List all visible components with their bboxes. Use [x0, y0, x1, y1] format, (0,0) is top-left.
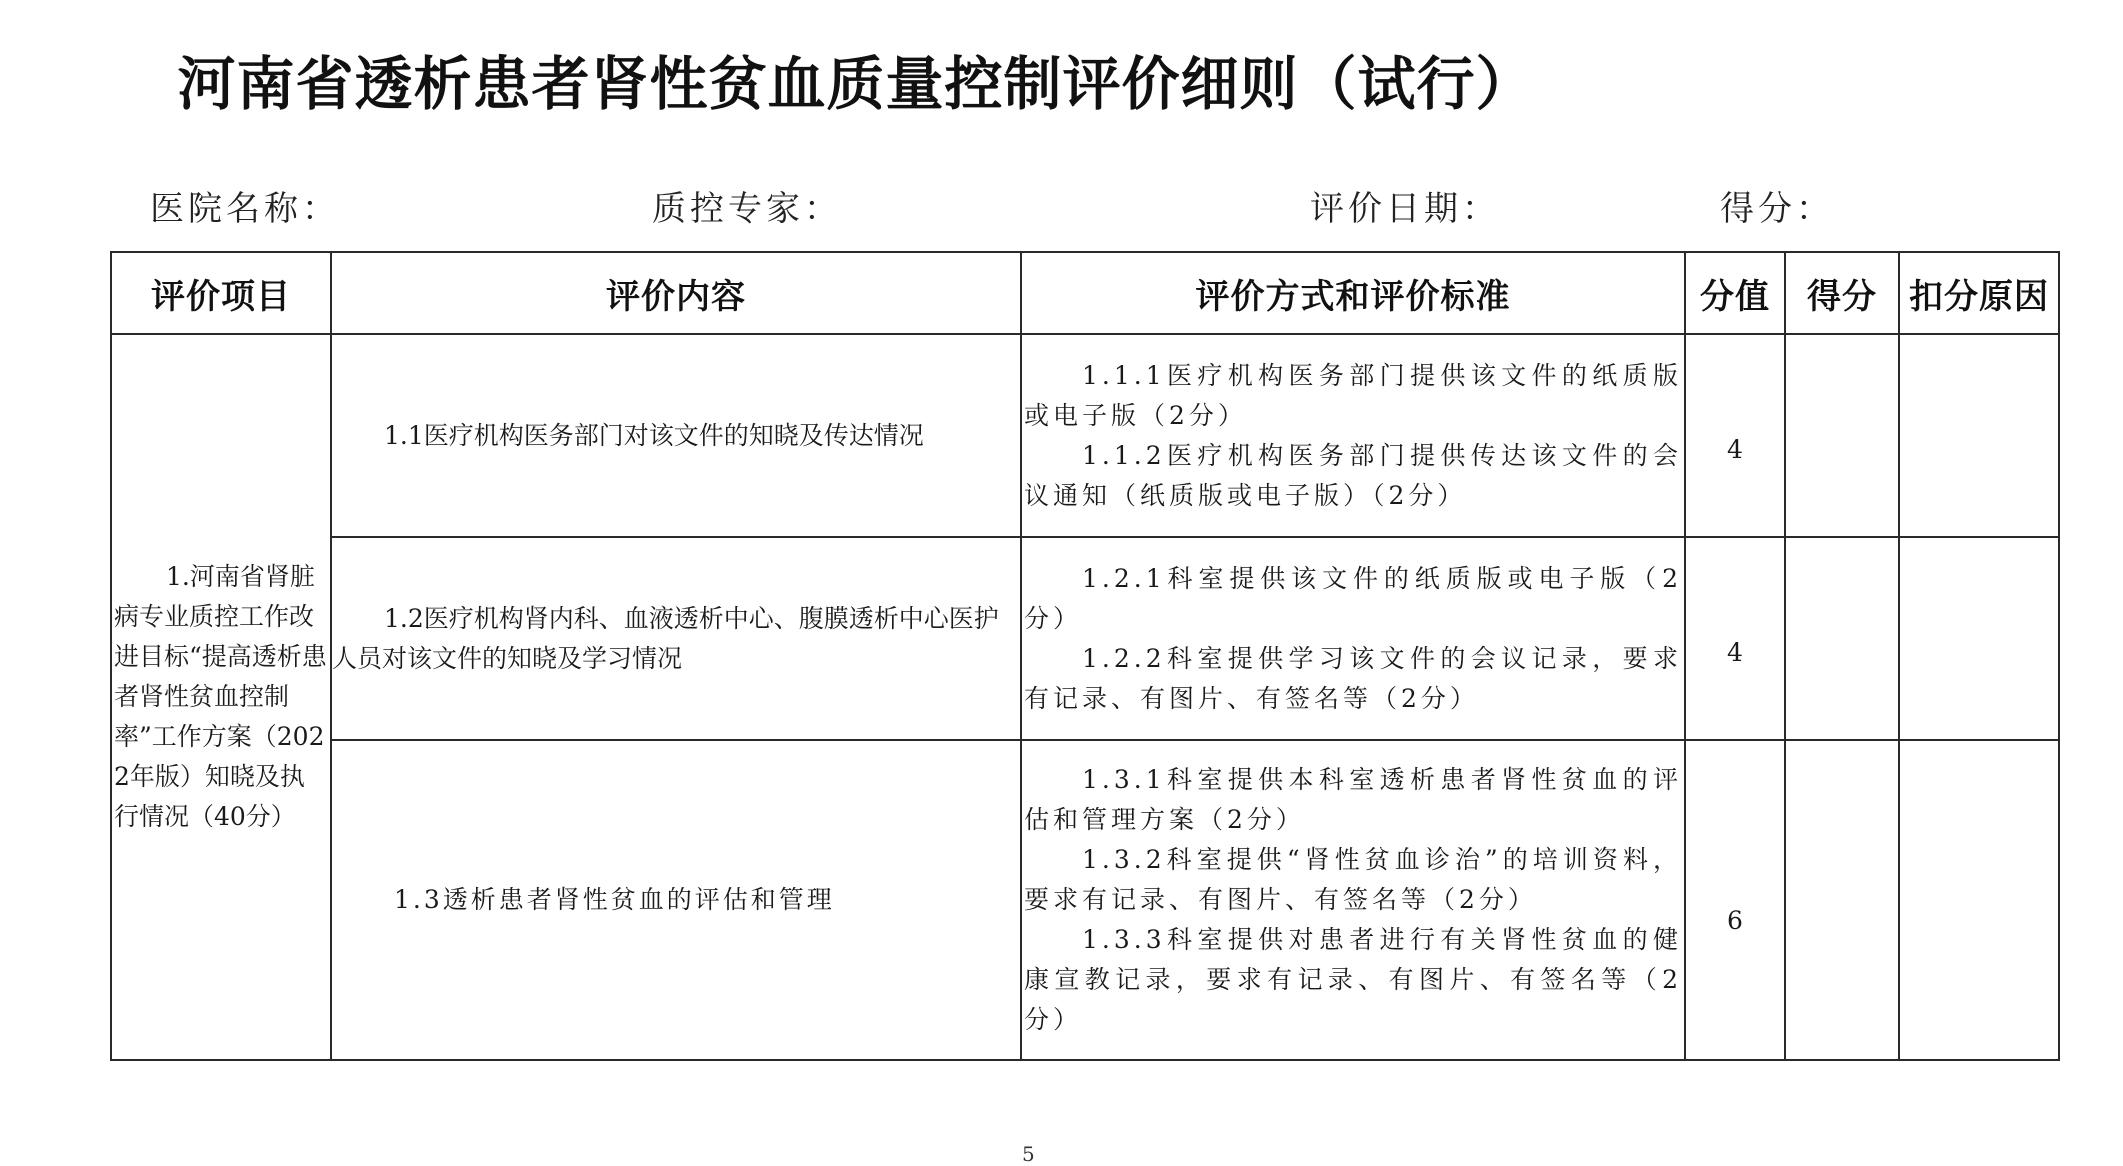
value-cell: 4: [1685, 334, 1785, 537]
header-project: 评价项目: [111, 252, 331, 334]
criteria-item: 1.1.1医疗机构医务部门提供该文件的纸质版或电子版（2分）: [1024, 360, 1682, 430]
deduct-reason-cell[interactable]: [1899, 537, 2059, 740]
score-input-cell[interactable]: [1785, 537, 1899, 740]
content-cell: [331, 334, 1021, 537]
criteria-cell: [1021, 740, 1685, 1060]
content-text: 1.2医疗机构肾内科、血液透析中心、腹膜透析中心医护人员对该文件的知晓及学习情况: [332, 603, 999, 673]
table-row: [111, 334, 2059, 537]
project-cell: 1.河南省肾脏病专业质控工作改进目标“提高透析患者肾性贫血控制率”工作方案（2022年版）知晓及执行情况（40分）: [111, 334, 331, 1060]
value-cell: 4: [1685, 537, 1785, 740]
content-text: 1.1医疗机构医务部门对该文件的知晓及传达情况: [384, 420, 924, 450]
content-cell: [331, 537, 1021, 740]
content-cell: [331, 740, 1021, 1060]
evaluation-table: [110, 251, 2060, 1061]
deduct-reason-cell[interactable]: [1899, 740, 2059, 1060]
criteria-item: 1.1.2医疗机构医务部门提供传达该文件的会议通知（纸质版或电子版）（2分）: [1024, 440, 1682, 510]
header-criteria: 评价方式和评价标准: [1021, 252, 1685, 334]
score-input-cell[interactable]: [1785, 740, 1899, 1060]
criteria-cell: [1021, 334, 1685, 537]
document-title: 河南省透析患者肾性贫血质量控制评价细则（试行）: [177, 50, 1535, 118]
header-value: 分值: [1685, 252, 1785, 334]
criteria-item: 1.2.2科室提供学习该文件的会议记录，要求有记录、有图片、有签名等（2分）: [1024, 643, 1682, 713]
deduct-reason-cell[interactable]: [1899, 334, 2059, 537]
evaluation-date-label: 评价日期：: [1310, 189, 1500, 229]
score-input-cell[interactable]: [1785, 334, 1899, 537]
content-text: 1.3透析患者肾性贫血的评估和管理: [394, 885, 835, 914]
header-deduct-reason: 扣分原因: [1899, 252, 2059, 334]
criteria-item: 1.3.3科室提供对患者进行有关肾性贫血的健康宣教记录，要求有记录、有图片、有签名等（2分）: [1024, 925, 1682, 1034]
criteria-cell: [1021, 537, 1685, 740]
qc-expert-label: 质控专家：: [652, 189, 842, 229]
total-score-label: 得分：: [1720, 189, 1834, 229]
table-header-row: [111, 252, 2059, 334]
header-content: 评价内容: [331, 252, 1021, 334]
table-row: [111, 537, 2059, 740]
criteria-item: 1.2.1科室提供该文件的纸质版或电子版（2分）: [1024, 563, 1682, 633]
value-cell: 6: [1685, 740, 1785, 1060]
header-score: 得分: [1785, 252, 1899, 334]
hospital-name-label: 医院名称：: [150, 189, 340, 229]
criteria-item: 1.3.2科室提供“肾性贫血诊治”的培训资料，要求有记录、有图片、有签名等（2分）: [1024, 845, 1682, 914]
page-number: 5: [1022, 1142, 1035, 1166]
table-row: [111, 740, 2059, 1060]
criteria-item: 1.3.1科室提供本科室透析患者肾性贫血的评估和管理方案（2分）: [1024, 765, 1682, 834]
